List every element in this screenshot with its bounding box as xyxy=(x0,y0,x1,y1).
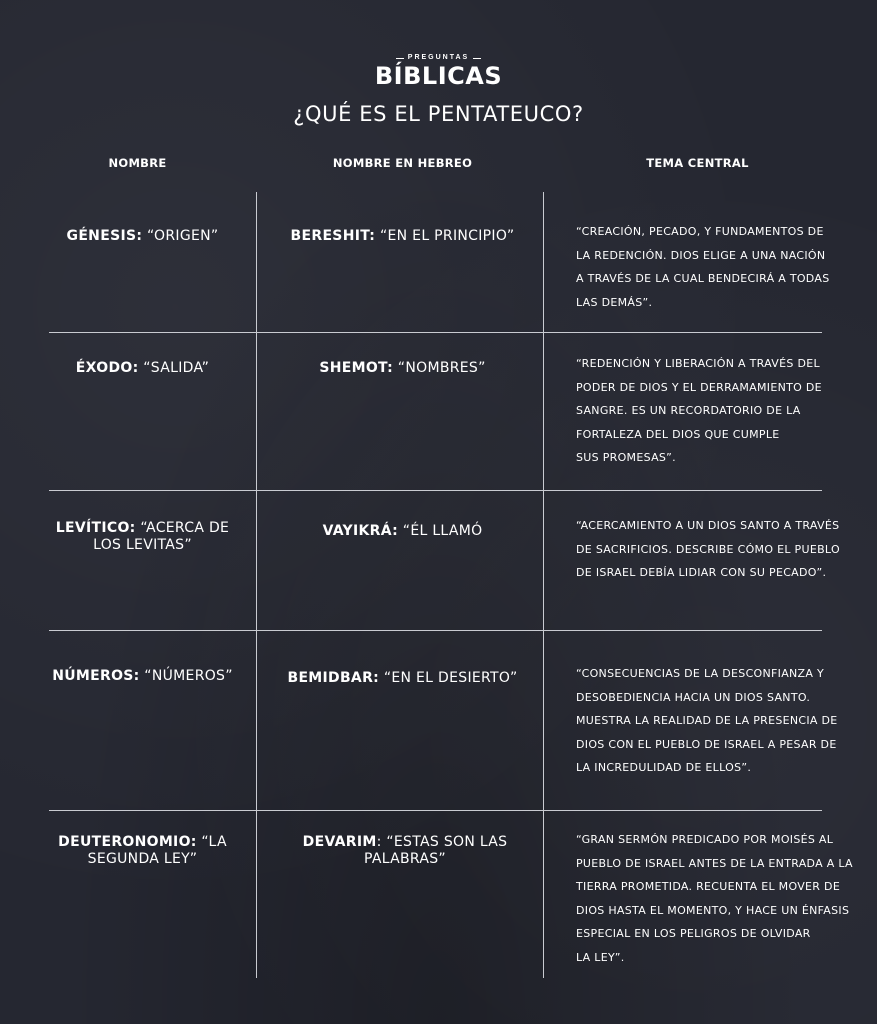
hebrew-name-bold: BERESHIT: xyxy=(290,228,376,244)
hebrew-name-bold: SHEMOT: xyxy=(319,360,394,376)
book-name xyxy=(45,228,240,245)
header-name: NOMBRE xyxy=(108,156,167,170)
book-name-bold: NÚMEROS: xyxy=(52,668,140,684)
header-hebrew: NOMBRE EN HEBREO xyxy=(332,156,473,170)
central-theme: “CONSECUENCIAS DE LA DESCONFIANZA Y DESOBEDIENCIA HACIA UN DIOS SANTO. MUESTRA LA REALIDAD DE LA PRESENCIA DE DIOS CON EL PUEBLO DE ISRAEL A PESAR DE LA INCREDULIDAD DE ELLOS”. xyxy=(576,667,838,774)
hebrew-name-meaning: “EN EL DESIERTO” xyxy=(379,670,518,686)
row-divider xyxy=(49,490,822,491)
book-name-bold: LEVÍTICO: xyxy=(55,520,136,536)
hebrew-name xyxy=(270,523,535,540)
book-name xyxy=(45,360,240,377)
central-theme: “REDENCIÓN Y LIBERACIÓN A TRAVÉS DEL PODER DE DIOS Y EL DERRAMAMIENTO DE SANGRE. ES UN RECORDATORIO DE LA FORTALEZA DEL DIOS QUE CUMPLE SUS PROMESAS”. xyxy=(576,357,822,464)
hebrew-name-meaning: “EN EL PRINCIPIO” xyxy=(375,228,515,244)
row-divider xyxy=(49,630,822,631)
book-name-meaning: “ORIGEN” xyxy=(142,228,219,244)
hebrew-name-bold: DEVARIM xyxy=(302,834,377,850)
row-divider xyxy=(49,810,822,811)
hebrew-name xyxy=(285,834,525,868)
hebrew-name xyxy=(270,360,535,377)
book-name-bold: DEUTERONOMIO: xyxy=(58,834,197,850)
book-name xyxy=(40,520,245,554)
book-name-meaning: “LA SEGUNDA LEY” xyxy=(87,834,227,867)
hebrew-name-meaning: “ÉL LLAMÓ xyxy=(398,523,483,539)
hebrew-name-bold: BEMIDBAR: xyxy=(287,670,380,686)
book-name-meaning: “ACERCA DE LOS LEVITAS” xyxy=(93,520,230,553)
hebrew-name xyxy=(270,670,535,687)
central-theme: “GRAN SERMÓN PREDICADO POR MOISÉS AL PUEBLO DE ISRAEL ANTES DE LA ENTRADA A LA TIERRA PROMETIDA. RECUENTA EL MOVER DE DIOS HASTA EL MOMENTO, Y HACE UN ÉNFASIS ESPECIAL EN LOS PELIGROS DE OLVIDAR LA LEY”. xyxy=(576,833,853,964)
row-divider xyxy=(49,332,822,333)
hebrew-name-bold: VAYIKRÁ: xyxy=(322,523,399,539)
book-name-bold: ÉXODO: xyxy=(75,360,139,376)
hebrew-name xyxy=(270,228,535,245)
header-theme: TEMA CENTRAL xyxy=(646,156,749,170)
page-title: ¿QUÉ ES EL PENTATEUCO? xyxy=(293,102,584,126)
logo xyxy=(0,46,877,90)
central-theme: “ACERCAMIENTO A UN DIOS SANTO A TRAVÉS DE SACRIFICIOS. DESCRIBE CÓMO EL PUEBLO DE ISRAEL DEBÍA LIDIAR CON SU PECADO”. xyxy=(576,519,840,579)
hebrew-name-meaning: : “ESTAS SON LAS PALABRAS” xyxy=(363,834,508,867)
column-divider xyxy=(256,192,257,978)
logo-main-text: BÍBLICAS xyxy=(374,62,503,90)
book-name-meaning: “NÚMEROS” xyxy=(139,668,233,684)
book-name-meaning: “SALIDA” xyxy=(138,360,210,376)
book-name-bold: GÉNESIS: xyxy=(66,228,143,244)
central-theme: “CREACIÓN, PECADO, Y FUNDAMENTOS DE LA REDENCIÓN. DIOS ELIGE A UNA NACIÓN A TRAVÉS DE LA CUAL BENDECIRÁ A TODAS LAS DEMÁS”. xyxy=(576,225,830,309)
book-name xyxy=(45,834,240,868)
column-divider xyxy=(543,192,544,978)
book-name xyxy=(40,668,245,685)
hebrew-name-meaning: “NOMBRES” xyxy=(393,360,486,376)
logo-top-text: PREGUNTAS xyxy=(394,54,483,61)
